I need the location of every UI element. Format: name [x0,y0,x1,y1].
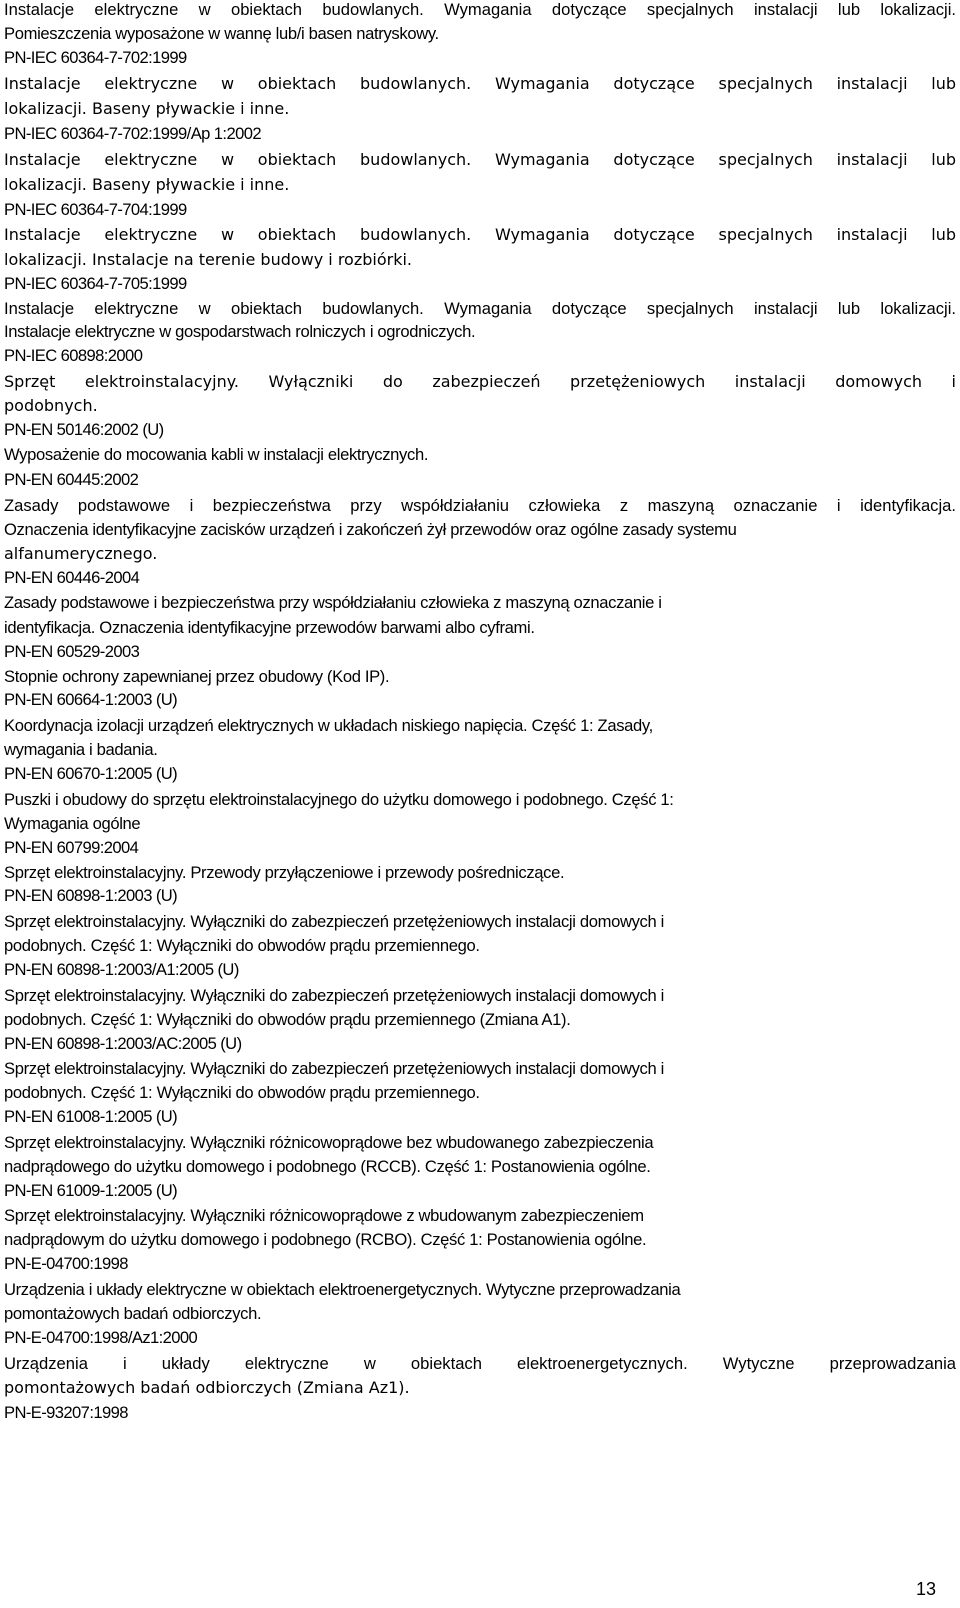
text-line: lokalizacji. Baseny pływackie i inne. [4,175,290,194]
standard-code: PN-EN 60664-1:2003 (U) [4,690,178,709]
text-line: Wymagania ogólne [4,814,141,833]
text-line: Puszki i obudowy do sprzętu elektroinstalacyjnego do użytku domowego i podobnego. Część 1: [4,790,674,809]
page-number: 13 [915,1579,936,1599]
text-line: podobnych. [4,396,98,415]
text-line: Urządzenia i układy elektryczne w obiektach elektroenergetycznych. Wytyczne przeprowadzania [4,1280,681,1299]
standard-code: PN-IEC 60898:2000 [4,346,143,365]
text-line: Instalacje elektryczne w obiektach budowlanych. Wymagania dotyczące specjalnych instalacji lub [4,225,956,244]
text-line: podobnych. Część 1: Wyłączniki do obwodów prądu przemiennego. [4,1083,480,1102]
text-line: pomontażowych badań odbiorczych (Zmiana Az1). [4,1378,410,1397]
standard-code: PN-EN 60898-1:2003/A1:2005 (U) [4,960,239,979]
text-line: lokalizacji. Instalacje na terenie budowy i rozbiórki. [4,250,412,269]
text-line: Stopnie ochrony zapewnianej przez obudowy (Kod IP). [4,667,390,686]
text-line: Instalacje elektryczne w obiektach budowlanych. Wymagania dotyczące specjalnych instalacji lub lokalizacji. [4,0,956,19]
text-line: podobnych. Część 1: Wyłączniki do obwodów prądu przemiennego. [4,936,480,955]
text-line: alfanumerycznego. [4,544,158,563]
text-line: Zasady podstawowe i bezpieczeństwa przy współdziałaniu człowieka z maszyną oznaczanie i identyfikacja. [4,496,956,515]
standard-code: PN-EN 60529-2003 [4,642,140,661]
text-line: Instalacje elektryczne w obiektach budowlanych. Wymagania dotyczące specjalnych instalacji lub lokalizacji. [4,299,956,318]
standard-code: PN-EN 61008-1:2005 (U) [4,1107,178,1126]
text-line: Sprzęt elektroinstalacyjny. Wyłączniki do zabezpieczeń przetężeniowych instalacji domowych i [4,912,664,931]
text-line: Pomieszczenia wyposażone w wannę lub/i basen natryskowy. [4,24,439,43]
text-line: Urządzenia i układy elektryczne w obiektach elektroenergetycznych. Wytyczne przeprowadzania [4,1354,956,1373]
text-line: Sprzęt elektroinstalacyjny. Wyłączniki do zabezpieczeń przetężeniowych instalacji domowych i [4,986,664,1005]
text-line: Instalacje elektryczne w gospodarstwach rolniczych i ogrodniczych. [4,322,476,341]
text-line: nadprądowego do użytku domowego i podobnego (RCCB). Część 1: Postanowienia ogólne. [4,1157,651,1176]
text-line: Instalacje elektryczne w obiektach budowlanych. Wymagania dotyczące specjalnych instalacji lub [4,150,956,169]
text-line: Sprzęt elektroinstalacyjny. Przewody przyłączeniowe i przewody pośredniczące. [4,863,565,882]
text-line: Sprzęt elektroinstalacyjny. Wyłączniki różnicowoprądowe z wbudowanym zabezpieczeniem [4,1206,644,1225]
standard-code: PN-E-04700:1998 [4,1254,128,1273]
text-line: lokalizacji. Baseny pływackie i inne. [4,99,290,118]
standard-code: PN-IEC 60364-7-702:1999 [4,48,187,67]
text-line: Sprzęt elektroinstalacyjny. Wyłączniki do zabezpieczeń przetężeniowych instalacji domowych i [4,1059,664,1078]
standard-code: PN-EN 61009-1:2005 (U) [4,1181,178,1200]
standard-code: PN-E-93207:1998 [4,1403,128,1422]
standard-code: PN-EN 50146:2002 (U) [4,420,164,439]
standard-code: PN-EN 60670-1:2005 (U) [4,764,178,783]
text-line: Sprzęt elektroinstalacyjny. Wyłączniki do zabezpieczeń przetężeniowych instalacji domowych i [4,372,956,391]
standard-code: PN-EN 60445:2002 [4,470,139,489]
text-line: wymagania i badania. [4,740,158,759]
text-line: Zasady podstawowe i bezpieczeństwa przy współdziałaniu człowieka z maszyną oznaczanie i [4,593,662,612]
text-line: podobnych. Część 1: Wyłączniki do obwodów prądu przemiennego (Zmiana A1). [4,1010,571,1029]
text-line: Wyposażenie do mocowania kabli w instalacji elektrycznych. [4,445,429,464]
text-line: Oznaczenia identyfikacyjne zacisków urządzeń i zakończeń żył przewodów oraz ogólne zasady systemu [4,520,737,539]
text-line: pomontażowych badań odbiorczych. [4,1304,262,1323]
text-line: Instalacje elektryczne w obiektach budowlanych. Wymagania dotyczące specjalnych instalacji lub [4,74,956,93]
standard-code: PN-EN 60898-1:2003/AC:2005 (U) [4,1034,242,1053]
standard-code: PN-E-04700:1998/Az1:2000 [4,1328,198,1347]
standard-code: PN-IEC 60364-7-705:1999 [4,274,187,293]
standard-code: PN-IEC 60364-7-702:1999/Ap 1:2002 [4,124,261,143]
text-line: Koordynacja izolacji urządzeń elektrycznych w układach niskiego napięcia. Część 1: Zasady, [4,716,653,735]
text-line: nadprądowym do użytku domowego i podobnego (RCBO). Część 1: Postanowienia ogólne. [4,1230,647,1249]
standard-code: PN-EN 60799:2004 [4,838,139,857]
standard-code: PN-EN 60898-1:2003 (U) [4,886,178,905]
text-line: Sprzęt elektroinstalacyjny. Wyłączniki różnicowoprądowe bez wbudowanego zabezpieczenia [4,1133,654,1152]
standard-code: PN-IEC 60364-7-704:1999 [4,200,187,219]
standard-code: PN-EN 60446-2004 [4,568,140,587]
text-line: identyfikacja. Oznaczenia identyfikacyjne przewodów barwami albo cyframi. [4,618,535,637]
